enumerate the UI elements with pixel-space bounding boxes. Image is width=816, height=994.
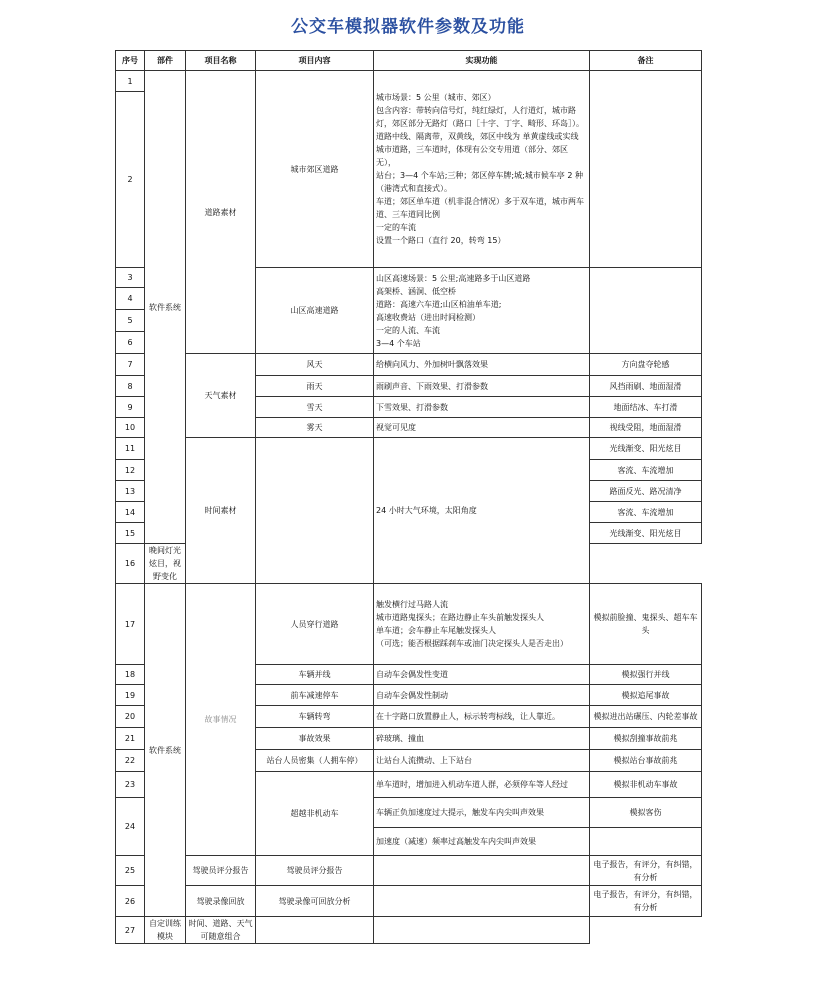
function-cell: 触发横行过马路人流 城市道路鬼探头；在路边静止车头前触发探头人 单车道；会车静止车尾触发探头人 （可选；能否根据踩刹车或油门决定探头人是否走出） — [374, 584, 590, 665]
content-cell: 驾驶录像可回放分析 — [256, 886, 374, 917]
function-cell: 加速度（减速）频率过高触发车内尖叫声效果 — [374, 828, 590, 856]
remark-cell: 方向盘夺轮感 — [590, 354, 702, 376]
table-row — [116, 71, 702, 92]
seq-cell: 8 — [116, 376, 145, 397]
group-weather: 天气素材 — [186, 354, 256, 438]
remark-cell: 客流、车流增加 — [590, 460, 702, 481]
content-cell: 时间、道路、天气可随意组合 — [186, 917, 256, 944]
seq-cell: 6 — [116, 332, 145, 354]
seq-cell: 3 — [116, 268, 145, 288]
remark-cell: 地面结冰、车打滑 — [590, 397, 702, 418]
header-function: 实现功能 — [374, 51, 590, 71]
remark-cell: 电子报告，有评分，有纠错，有分析 — [590, 856, 702, 886]
header-item-name: 项目名称 — [186, 51, 256, 71]
table-row — [116, 354, 702, 376]
seq-cell: 10 — [116, 418, 145, 438]
content-cell: 超越非机动车 — [256, 772, 374, 856]
function-cell: 让站台人流攒动、上下站台 — [374, 750, 590, 772]
remark-cell: 模拟进出站碾压、内轮差事故 — [590, 706, 702, 728]
function-cell: 下雪效果、打滑参数 — [374, 397, 590, 418]
seq-cell: 17 — [116, 584, 145, 665]
group-time: 时间素材 — [186, 438, 256, 584]
remark-cell — [590, 71, 702, 268]
seq-cell: 7 — [116, 354, 145, 376]
content-cell: 前车减速停车 — [256, 685, 374, 706]
remark-cell: 晚间灯光炫目，视野变化 — [145, 544, 186, 584]
group-driver-score: 驾驶员评分报告 — [186, 856, 256, 886]
content-cell — [256, 438, 374, 584]
seq-cell: 14 — [116, 502, 145, 523]
function-cell: 碎玻璃、撞血 — [374, 728, 590, 750]
seq-cell: 19 — [116, 685, 145, 706]
component-cell-software: 软件系统 — [145, 71, 186, 544]
function-cell: 在十字路口放置静止人，标示转弯标线，让人靠近。 — [374, 706, 590, 728]
content-city-road: 城市郊区道路 — [256, 71, 374, 268]
group-road: 道路素材 — [186, 71, 256, 354]
seq-cell: 12 — [116, 460, 145, 481]
content-cell: 事故效果 — [256, 728, 374, 750]
content-cell: 驾驶员评分报告 — [256, 856, 374, 886]
table-row — [116, 584, 702, 665]
seq-cell: 26 — [116, 886, 145, 917]
seq-cell: 13 — [116, 481, 145, 502]
header-row — [116, 51, 702, 71]
header-component: 部件 — [145, 51, 186, 71]
remark-cell: 模拟站台事故前兆 — [590, 750, 702, 772]
remark-cell — [590, 828, 702, 856]
function-cell: 单车道时，增加进入机动车道人群，必须停车等人经过 — [374, 772, 590, 798]
content-cell: 雨天 — [256, 376, 374, 397]
seq-cell: 20 — [116, 706, 145, 728]
function-cell: 车辆正负加速度过大提示，触发车内尖叫声效果 — [374, 798, 590, 828]
function-cell — [374, 886, 590, 917]
page-title: 公交车模拟器软件参数及功能 — [291, 17, 525, 37]
remark-cell: 电子报告，有评分，有纠错，有分析 — [590, 886, 702, 917]
function-cell: 给横向风力、外加树叶飘落效果 — [374, 354, 590, 376]
header-item-content: 项目内容 — [256, 51, 374, 71]
seq-cell: 2 — [116, 92, 145, 268]
content-cell: 站台人员密集（人拥车停） — [256, 750, 374, 772]
table-row — [116, 886, 702, 917]
seq-cell: 9 — [116, 397, 145, 418]
function-cell — [256, 917, 374, 944]
seq-cell: 24 — [116, 798, 145, 856]
seq-cell: 5 — [116, 310, 145, 332]
remark-cell: 模拟刮撞事故前兆 — [590, 728, 702, 750]
function-cell: 自动车会偶发性制动 — [374, 685, 590, 706]
seq-cell: 22 — [116, 750, 145, 772]
seq-cell: 4 — [116, 288, 145, 310]
remark-cell: 模拟客伤 — [590, 798, 702, 828]
seq-cell: 16 — [116, 544, 145, 584]
remark-cell: 客流、车流增加 — [590, 502, 702, 523]
function-cell: 视觉可见度 — [374, 418, 590, 438]
remark-cell: 风挡雨刷、地面湿滑 — [590, 376, 702, 397]
component-cell-software: 软件系统 — [145, 584, 186, 917]
table-row — [116, 856, 702, 886]
seq-cell: 15 — [116, 523, 145, 544]
seq-cell: 21 — [116, 728, 145, 750]
remark-cell — [374, 917, 590, 944]
seq-cell: 23 — [116, 772, 145, 798]
seq-cell: 25 — [116, 856, 145, 886]
remark-cell: 模拟追尾事故 — [590, 685, 702, 706]
header-seq: 序号 — [116, 51, 145, 71]
function-cell: 自动车会偶发性变道 — [374, 665, 590, 685]
spec-table — [115, 50, 702, 944]
function-time: 24 小时大气环境，太阳角度 — [374, 438, 590, 584]
content-cell: 雾天 — [256, 418, 374, 438]
function-mountain-road: 山区高速场景：5 公里;高速路多于山区道路 高架桥、涵洞、低空桥 道路：高速六车道;山区柏油单车道; 高速收费站（进出时间检测） 一定的人流、车流 3—4 个车站 — [374, 268, 590, 354]
content-cell: 风天 — [256, 354, 374, 376]
remark-cell — [590, 268, 702, 354]
seq-cell: 1 — [116, 71, 145, 92]
remark-cell: 视线受阻，地面湿滑 — [590, 418, 702, 438]
content-cell: 人员穿行道路 — [256, 584, 374, 665]
header-remark: 备注 — [590, 51, 702, 71]
content-mountain-road: 山区高速道路 — [256, 268, 374, 354]
function-cell: 雨刷声音、下雨效果、打滑参数 — [374, 376, 590, 397]
group-fault: 故事情况 — [186, 584, 256, 856]
remark-cell: 模拟强行并线 — [590, 665, 702, 685]
content-cell: 车辆转弯 — [256, 706, 374, 728]
remark-cell: 路面反光、路况清净 — [590, 481, 702, 502]
seq-cell: 27 — [116, 917, 145, 944]
remark-cell: 光线渐变、阳光炫目 — [590, 523, 702, 544]
remark-cell: 模拟前脸撞、鬼探头、超车车头 — [590, 584, 702, 665]
group-custom: 自定训练模块 — [145, 917, 186, 944]
table-row — [116, 917, 702, 944]
content-cell: 车辆并线 — [256, 665, 374, 685]
seq-cell: 11 — [116, 438, 145, 460]
remark-cell: 光线渐变、阳光炫目 — [590, 438, 702, 460]
function-cell — [374, 856, 590, 886]
function-city-road: 城市场景：5 公里（城市、郊区） 包含内容：带转向信号灯，纯红绿灯，人行道灯，城市路灯，郊区部分无路灯（路口［十字、丁字、畸形、环岛］）。 道路中线、隔离带，双黄线，郊区中线为 单黄虚线或实线 城市道路，三车道时，体现有公交专用道（部分、郊区无）， 站台；3—4 个车站;三种；郊区停车牌;城;城市候车亭 2 种（港湾式和直接式）。 车道；郊区单车道（机非混合情况）多于双车道，城市两车道、三车道同比例 一定的车流 设置一个路口（直行 20，转弯 15） — [374, 71, 590, 268]
group-video-replay: 驾驶录像回放 — [186, 886, 256, 917]
table-row — [116, 438, 702, 460]
seq-cell: 18 — [116, 665, 145, 685]
remark-cell: 模拟非机动车事故 — [590, 772, 702, 798]
content-cell: 雪天 — [256, 397, 374, 418]
